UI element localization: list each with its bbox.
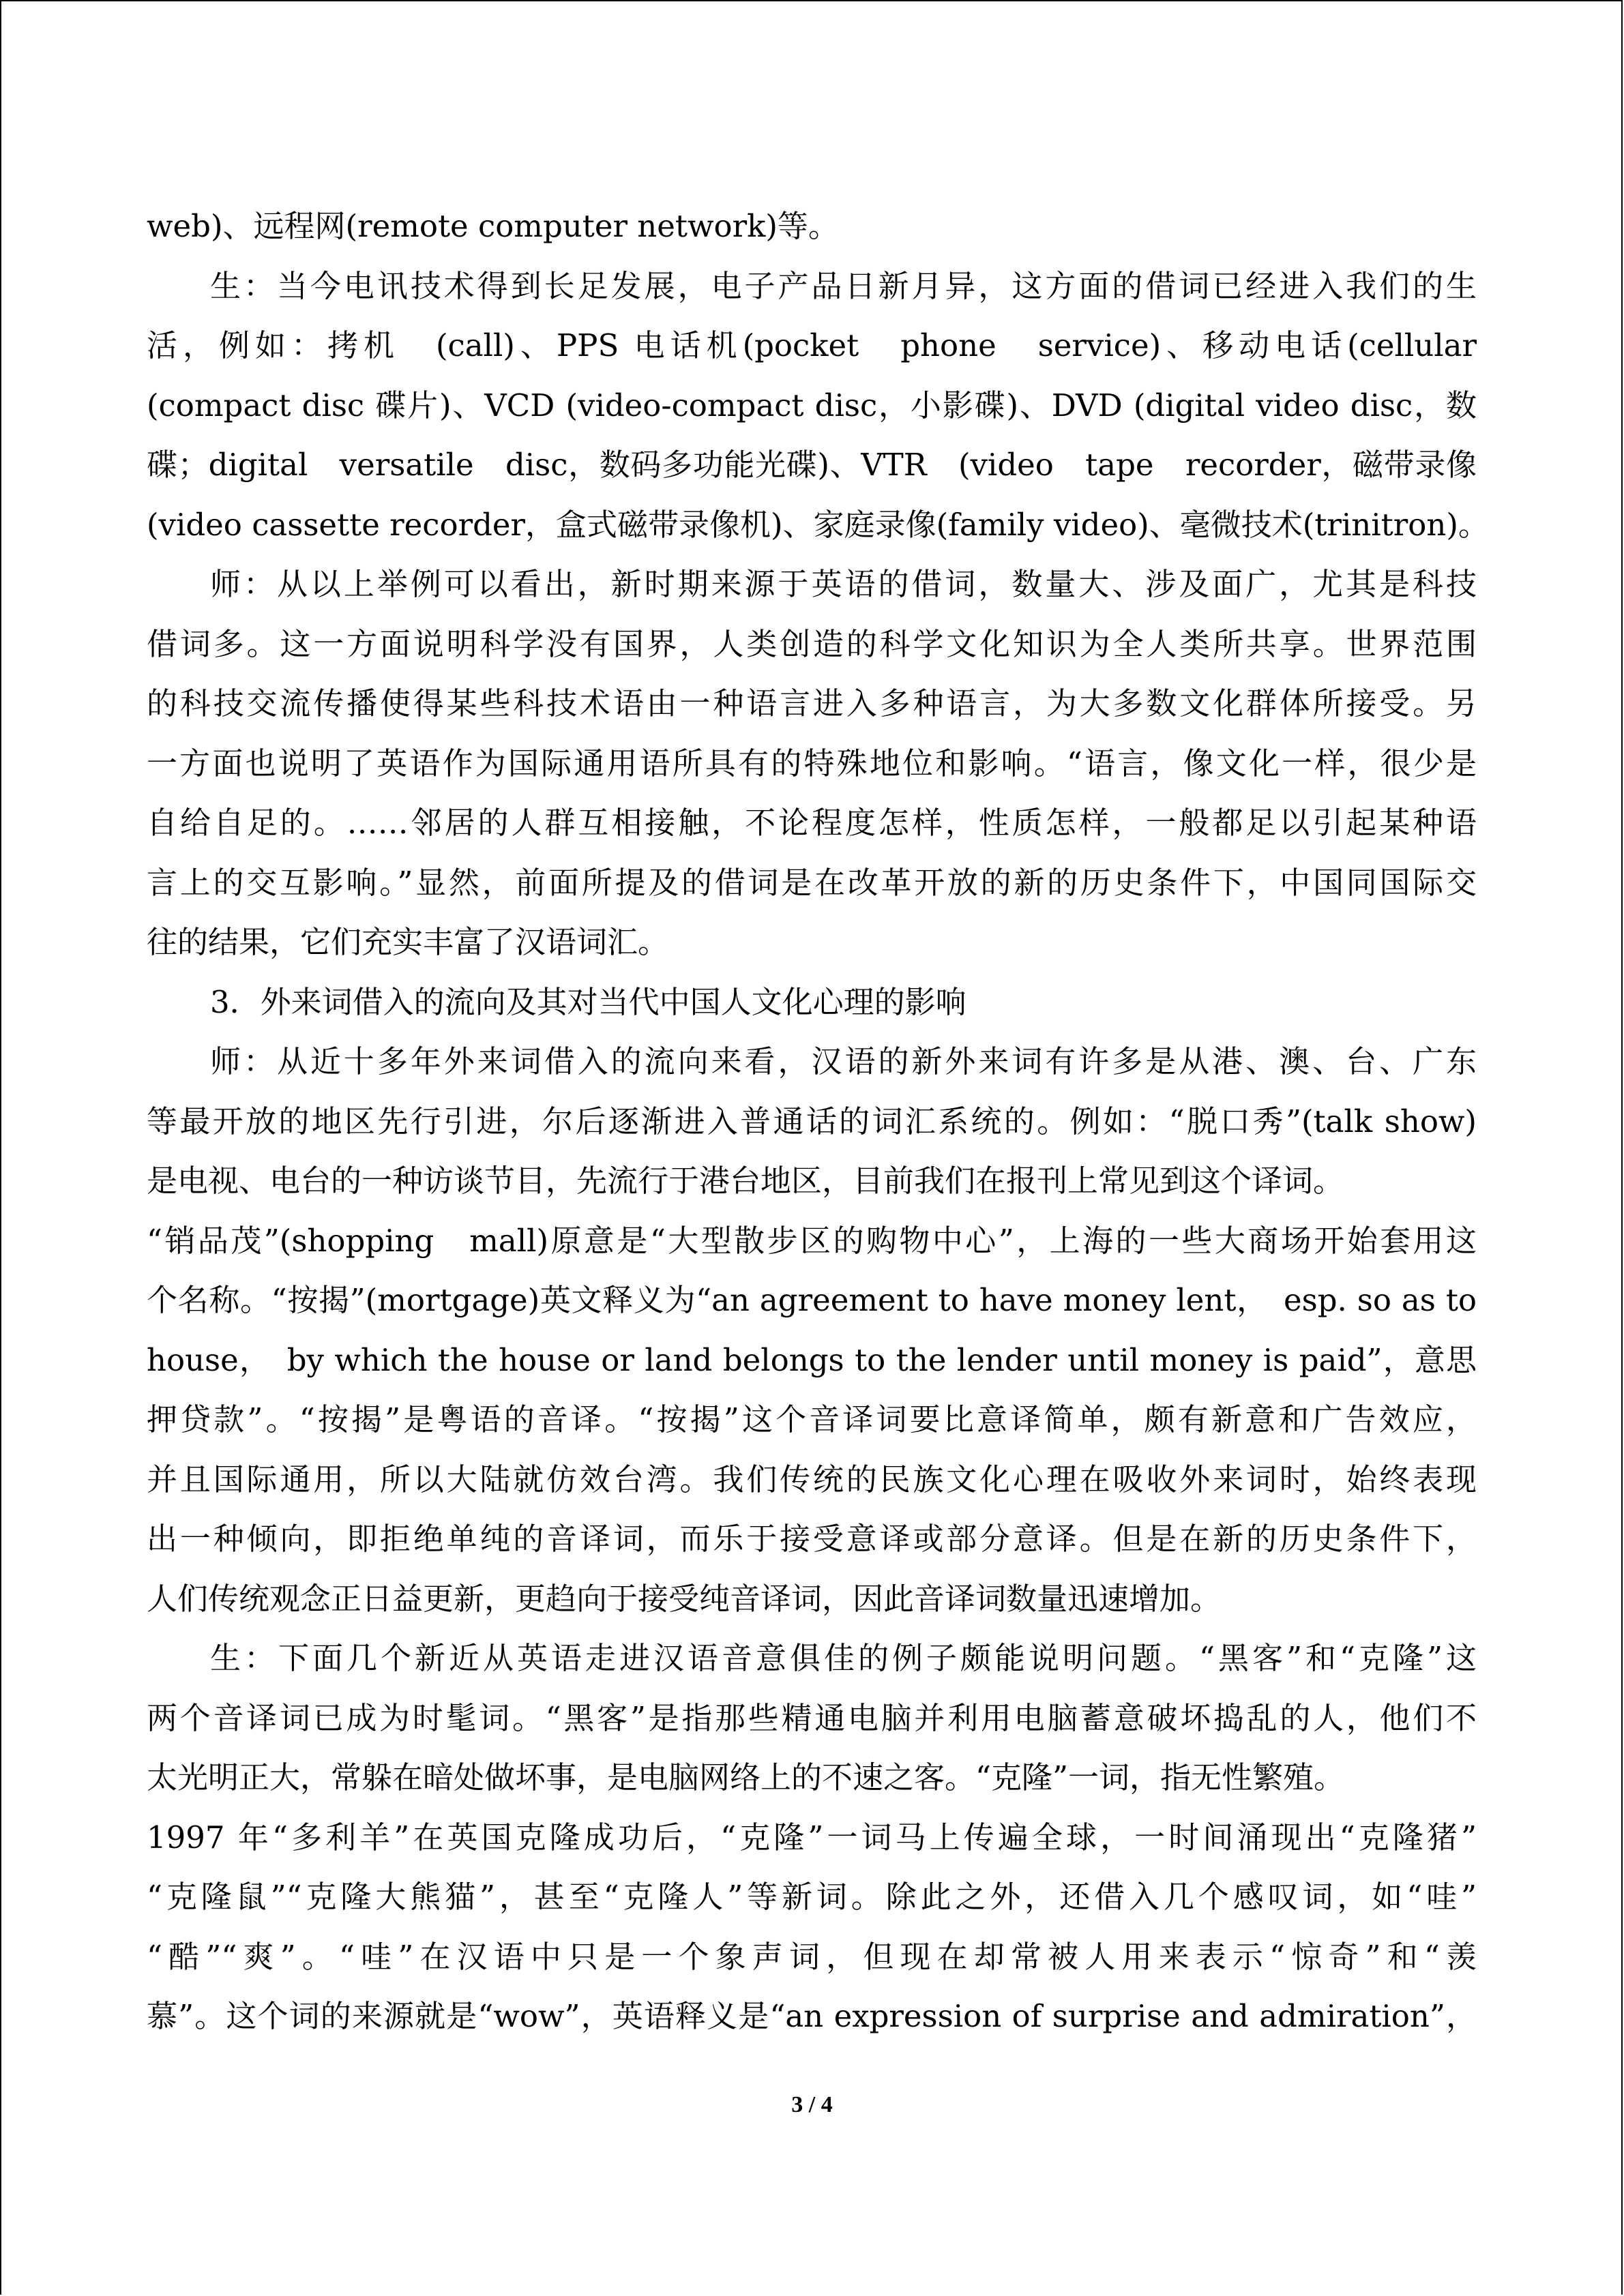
text-line: 师：从以上举例可以看出，新时期来源于英语的借词，数量大、涉及面广，尤其是科技: [210, 566, 1477, 602]
text-line: 生：当今电讯技术得到长足发展，电子产品日新月异，这方面的借词已经进入我们的生: [210, 267, 1477, 304]
text-line: 是电视、电台的一种访谈节目，先流行于港台地区，目前我们在报刊上常见到这个译词。: [147, 1163, 1344, 1199]
text-line: 自给自足的。……邻居的人群互相接触，不论程度怎样，性质怎样，一般都足以引起某种语: [147, 805, 1477, 841]
text-line: (video cassette recorder，盒式磁带录像机)、家庭录像(family video)、毫微技术(trinitron)。: [147, 506, 1489, 543]
text-line: 师：从近十多年外来词借入的流向来看，汉语的新外来词有许多是从港、澳、台、广东: [210, 1043, 1477, 1079]
text-line: 个名称。“按揭”(mortgage)英文释义为“an agreement to have money lent， esp. so as to: [147, 1282, 1477, 1318]
text-line: 两个音译词已成为时髦词。“黑客”是指那些精通电脑并利用电脑蓄意破坏捣乱的人，他们不: [147, 1699, 1477, 1736]
text-line: house， by which the house or land belongs to the lender until money is paid”，意思: [147, 1341, 1477, 1378]
text-line: 慕”。这个词的来源就是“wow”，英语释义是“an expression of surprise and admiration”，: [147, 1998, 1477, 2034]
text-line: 人们传统观念正日益更新，更趋向于接受纯音译词，因此音译词数量迅速增加。: [147, 1580, 1222, 1617]
text-line: 等最开放的地区先行引进，尔后逐渐进入普通话的词汇系统的。例如：“脱口秀”(talk show): [147, 1103, 1477, 1139]
text-line: 押贷款”。“按揭”是粤语的音译。“按揭”这个音译词要比意译简单，颇有新意和广告效应，: [147, 1401, 1477, 1437]
text-line: 出一种倾向，即拒绝单纯的音译词，而乐于接受意译或部分意译。但是在新的历史条件下，: [147, 1521, 1477, 1557]
text-line: 并且国际通用，所以大陆就仿效台湾。我们传统的民族文化心理在吸收外来词时，始终表现: [147, 1461, 1477, 1497]
text-line: 活，例如：拷机 (call)、PPS 电话机(pocket phone service)、移动电话(cellular: [147, 327, 1477, 363]
text-line: 言上的交互影响。”显然，前面所提及的借词是在改革开放的新的历史条件下，中国同国际交: [147, 864, 1477, 901]
text-line: 生：下面几个新近从英语走进汉语音意俱佳的例子颇能说明问题。“黑客”和“克隆”这: [210, 1640, 1477, 1676]
text-line: 太光明正大，常躲在暗处做坏事，是电脑网络上的不速之客。“克隆”一词，指无性繁殖。: [147, 1759, 1345, 1795]
text-line: 3．外来词借入的流向及其对当代中国人文化心理的影响: [210, 983, 966, 1020]
text-line: 往的结果，它们充实丰富了汉语词汇。: [147, 924, 669, 960]
text-line: 1997 年“多利羊”在英国克隆成功后，“克隆”一词马上传遍全球，一时间涌现出“克隆猪”: [147, 1819, 1477, 1855]
text-line: 借词多。这一方面说明科学没有国界，人类创造的科学文化知识为全人类所共享。世界范围: [147, 625, 1477, 662]
text-line: web)、远程网(remote computer network)等。: [147, 208, 839, 244]
text-line: “克隆鼠”“克隆大熊猫”，甚至“克隆人”等新词。除此之外，还借入几个感叹词，如“哇”: [147, 1879, 1477, 1915]
text-line: 碟；digital versatile disc，数码多功能光碟)、VTR (video tape recorder，磁带录像: [147, 447, 1477, 483]
text-line: “销品茂”(shopping mall)原意是“大型散步区的购物中心”，上海的一些大商场开始套用这: [147, 1222, 1477, 1259]
text-line: 一方面也说明了英语作为国际通用语所具有的特殊地位和影响。“语言，像文化一样，很少是: [147, 745, 1477, 781]
text-line: (compact disc 碟片)、VCD (video-compact disc，小影碟)、DVD (digital video disc，数: [147, 387, 1477, 423]
text-line: 的科技交流传播使得某些科技术语由一种语言进入多种语言，为大多数文化群体所接受。另: [147, 685, 1477, 721]
text-line: “酷”“爽”。“哇”在汉语中只是一个象声词，但现在却常被人用来表示“惊奇”和“羡: [147, 1938, 1477, 1975]
page-number: 3 / 4: [791, 2092, 833, 2117]
